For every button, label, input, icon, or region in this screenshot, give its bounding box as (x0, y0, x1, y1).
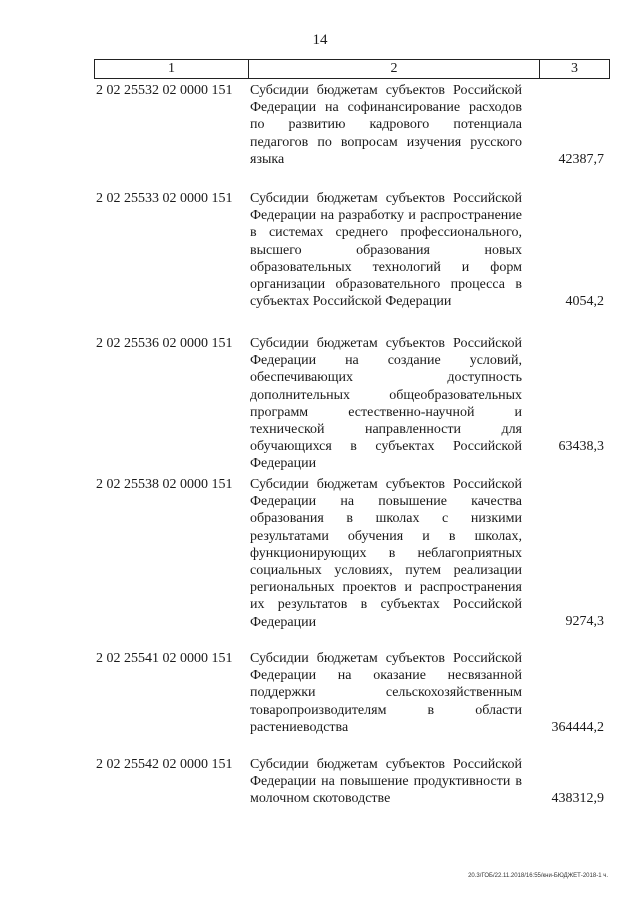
row-amount: 4054,2 (565, 294, 604, 309)
row-code: 2 02 25533 02 0000 151 (96, 191, 233, 206)
table-row (0, 190, 640, 335)
row-description: Субсидии бюджетам субъектов Российской Федерации на разработку и распространение в системах среднего профессионального, высшего образования новых образовательных технологий и форм организации образовательного процесса в субъектах Российской Федерации (250, 191, 522, 310)
row-description: Субсидии бюджетам субъектов Российской Федерации на софинансирование расходов по развитию кадрового потенциала педагогов по вопросам изучения русского языка (250, 83, 522, 167)
page-number: 14 (312, 32, 328, 48)
table-row (0, 335, 640, 476)
row-code: 2 02 25538 02 0000 151 (96, 477, 233, 492)
row-amount: 438312,9 (551, 791, 604, 806)
row-code: 2 02 25536 02 0000 151 (96, 336, 233, 351)
table-row (0, 650, 640, 756)
row-amount: 63438,3 (558, 439, 604, 454)
row-description: Субсидии бюджетам субъектов Российской Федерации на оказание несвязанной поддержки сельскохозяйственным товаропроизводителям в области растениеводства (250, 651, 522, 735)
row-code: 2 02 25541 02 0000 151 (96, 651, 233, 666)
row-description: Субсидии бюджетам субъектов Российской Федерации на создание условий, обеспечивающих доступность дополнительных общеобразовательных программ естественно-научной и технической направленности для обучающихся в субъектах Российской Федерации (250, 336, 522, 472)
header-col-2: 2 (249, 60, 540, 78)
table-row (0, 82, 640, 190)
row-code: 2 02 25532 02 0000 151 (96, 83, 233, 98)
table-header (94, 59, 610, 79)
table-body (0, 82, 640, 826)
row-amount: 9274,3 (565, 614, 604, 629)
row-amount: 364444,2 (551, 720, 604, 735)
row-description: Субсидии бюджетам субъектов Российской Федерации на повышение качества образования в школах с низкими результатами обучения и в школах, функционирующих в неблагоприятных социальных условиях, путем реализации региональных проектов и распространения их результатов в субъектах Российской Федерации (250, 477, 522, 630)
row-amount: 42387,7 (558, 152, 604, 167)
table-row (0, 476, 640, 650)
row-code: 2 02 25542 02 0000 151 (96, 757, 233, 772)
header-col-1: 1 (95, 60, 249, 78)
table-row (0, 756, 640, 826)
header-col-3: 3 (571, 61, 578, 76)
row-description: Субсидии бюджетам субъектов Российской Федерации на повышение продуктивности в молочном скотоводстве (250, 757, 522, 807)
footer-stamp: 20.3/ГОБ/22.11.2018/16:55/кни-БЮДЖЕТ-2018-1 ч. (468, 873, 608, 879)
